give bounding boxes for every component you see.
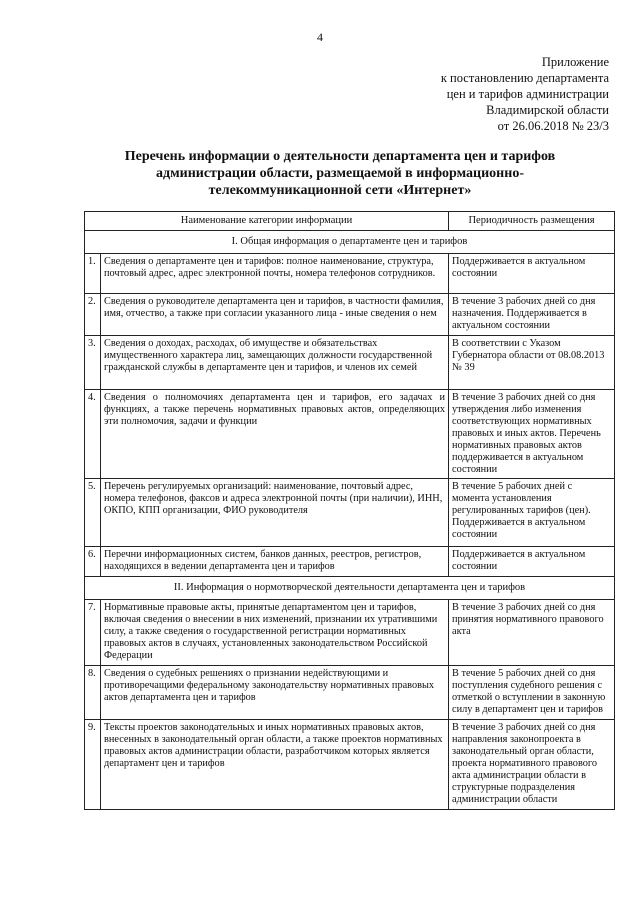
title-line: Перечень информации о деятельности департамента цен и тарифов (124, 149, 556, 164)
section-row (85, 577, 615, 600)
row-category: Нормативные правовые акты, принятые департаментом цен и тарифов, включая сведения о внесении в них изменений, признании их утратившими силу, а также сведения о государственной регистрации нормативных правовых актов в случаях, установленных законодательством Российской Федерации (101, 600, 449, 666)
row-periodicity: В соответствии с Указом Губернатора области от 08.08.2013 № 39 (449, 336, 615, 390)
document-title (100, 148, 580, 199)
appendix-line: Владимирской области (486, 103, 609, 117)
row-periodicity: В течение 3 рабочих дней со дня назначения. Поддерживается в актуальном состоянии (449, 294, 615, 336)
row-category: Сведения о департаменте цен и тарифов: полное наименование, структура, почтовый адрес, адрес электронной почты, номера телефонов сотрудников. (101, 254, 449, 294)
section-row (85, 231, 615, 254)
table-row (85, 547, 615, 577)
row-periodicity: Поддерживается в актуальном состоянии (449, 254, 615, 294)
row-number: 5. (85, 479, 101, 547)
table-row (85, 666, 615, 720)
appendix-line: Приложение (541, 55, 609, 69)
header-category: Наименование категории информации (85, 212, 449, 231)
row-category: Тексты проектов законодательных и иных нормативных правовых актов, внесенных в законодательный орган области, а также проектов нормативных правовых актов администрации области, разработчиком которых является департамент цен и тарифов (101, 720, 449, 810)
table-row (85, 600, 615, 666)
row-category: Сведения о судебных решениях о признании недействующими и противоречащими федеральному законодательству нормативных правовых актов департамента цен и тарифов (101, 666, 449, 720)
page-number: 4 (317, 30, 323, 44)
row-periodicity: Поддерживается в актуальном состоянии (449, 547, 615, 577)
row-number: 2. (85, 294, 101, 336)
table-row (85, 254, 615, 294)
appendix-line: от 26.06.2018 № 23/3 (497, 119, 609, 133)
row-number: 9. (85, 720, 101, 810)
row-number: 7. (85, 600, 101, 666)
section-title: II. Информация о нормотворческой деятельности департамента цен и тарифов (85, 577, 615, 600)
table-row (85, 479, 615, 547)
row-number: 8. (85, 666, 101, 720)
row-category: Перечень регулируемых организаций: наименование, почтовый адрес, номера телефонов, факсов и адреса электронной почты (при наличии), ИНН, ОКПО, КПП организации, ФИО руководителя (101, 479, 449, 547)
header-periodicity: Периодичность размещения (449, 212, 615, 231)
table-row (85, 720, 615, 810)
section-title: I. Общая информация о департаменте цен и тарифов (85, 231, 615, 254)
table-row (85, 294, 615, 336)
row-periodicity: В течение 5 рабочих дней со дня поступления судебного решения с отметкой о вступлении в законную силу в департамент цен и тарифов (449, 666, 615, 720)
appendix-line: цен и тарифов администрации (446, 87, 609, 101)
title-line: телекоммуникационной сети «Интернет» (208, 183, 472, 198)
appendix-block (441, 54, 609, 134)
information-table (84, 211, 615, 810)
row-periodicity: В течение 3 рабочих дней со дня утверждения либо изменения соответствующих нормативных правовых и иных актов. Перечень нормативных правовых актов поддерживается в актуальном состоянии (449, 390, 615, 479)
title-line: администрации области, размещаемой в информационно- (156, 166, 524, 181)
row-category: Сведения о доходах, расходах, об имуществе и обязательствах имущественного характера лиц, замещающих должности государственной гражданской службы в департаменте цен и тарифов, и членов их семей (101, 336, 449, 390)
row-number: 4. (85, 390, 101, 479)
row-category: Сведения о руководителе департамента цен и тарифов, в частности фамилия, имя, отчество, а также при согласии указанного лица - иные сведения о нем (101, 294, 449, 336)
row-category: Перечни информационных систем, банков данных, реестров, регистров, находящихся в ведении департамента цен и тарифов (101, 547, 449, 577)
row-periodicity: В течение 3 рабочих дней со дня принятия нормативного правового акта (449, 600, 615, 666)
row-number: 1. (85, 254, 101, 294)
row-periodicity: В течение 3 рабочих дней со дня направления законопроекта в законодательный орган области, проекта нормативного правового акта администрации области в структурные подразделения администрации области (449, 720, 615, 810)
row-category: Сведения о полномочиях департамента цен и тарифов, его задачах и функциях, а также перечень нормативных правовых актов, определяющих эти полномочия, задачи и функции (101, 390, 449, 479)
row-periodicity: В течение 5 рабочих дней с момента установления регулированных тарифов (цен). Поддерживается в актуальном состоянии (449, 479, 615, 547)
appendix-line: к постановлению департамента (440, 71, 609, 85)
row-number: 3. (85, 336, 101, 390)
table-row (85, 390, 615, 479)
table-row (85, 336, 615, 390)
table-header-row (85, 212, 615, 231)
row-number: 6. (85, 547, 101, 577)
